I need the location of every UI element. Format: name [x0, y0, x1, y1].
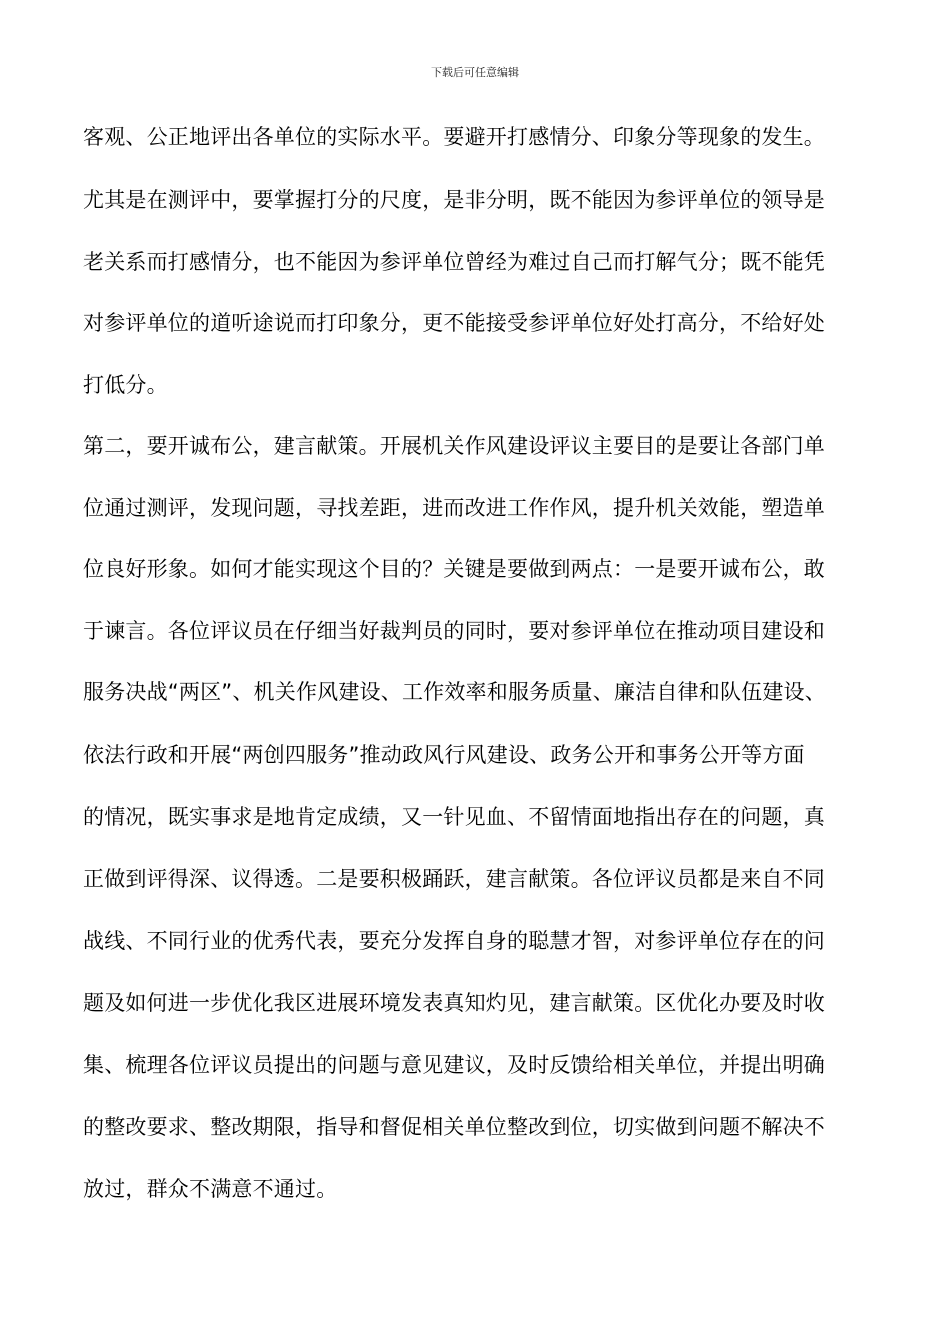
page-header: 下载后可任意编辑	[431, 66, 519, 79]
text-line: 客观、公正地评出各单位的实际水平。要避开打感情分、印象分等现象的发生。	[83, 125, 825, 149]
text-line: 依法行政和开展“两创四服务”推动政风行风建设、政务公开和事务公开等方面	[83, 743, 805, 767]
text-line: 战线、不同行业的优秀代表，要充分发挥自身的聪慧才智，对参评单位存在的问	[83, 929, 825, 953]
text-line: 的整改要求、整改期限，指导和督促相关单位整改到位，切实做到问题不解决不	[83, 1115, 825, 1139]
text-line: 老关系而打感情分，也不能因为参评单位曾经为难过自己而打解气分；既不能凭	[83, 250, 825, 274]
text-line: 位通过测评，发现问题，寻找差距，进而改进工作作风，提升机关效能，塑造单	[83, 496, 825, 520]
text-line: 的情况，既实事求是地肯定成绩，又一针见血、不留情面地指出存在的问题，真	[83, 805, 825, 829]
text-line: 题及如何进一步优化我区进展环境发表真知灼见，建言献策。区优化办要及时收	[83, 991, 825, 1015]
text-line: 服务决战“两区”、机关作风建设、工作效率和服务质量、廉洁自律和队伍建设、	[83, 680, 826, 704]
text-line: 位良好形象。如何才能实现这个目的？关键是要做到两点：一是要开诚布公，敢	[83, 557, 825, 581]
text-line: 打低分。	[83, 373, 168, 397]
text-line: 正做到评得深、议得透。二是要积极踊跃，建言献策。各位评议员都是来自不同	[83, 867, 825, 891]
text-line: 对参评单位的道听途说而打印象分，更不能接受参评单位好处打高分，不给好处	[83, 311, 825, 335]
text-line: 集、梳理各位评议员提出的问题与意见建议，及时反馈给相关单位，并提出明确	[83, 1053, 825, 1077]
text-line: 第二，要开诚布公，建言献策。开展机关作风建设评议主要目的是要让各部门单	[83, 434, 825, 458]
text-line: 尤其是在测评中，要掌握打分的尺度，是非分明，既不能因为参评单位的领导是	[83, 188, 825, 212]
text-line: 于谏言。各位评议员在仔细当好裁判员的同时，要对参评单位在推动项目建设和	[83, 619, 825, 643]
text-line: 放过，群众不满意不通过。	[83, 1177, 338, 1201]
